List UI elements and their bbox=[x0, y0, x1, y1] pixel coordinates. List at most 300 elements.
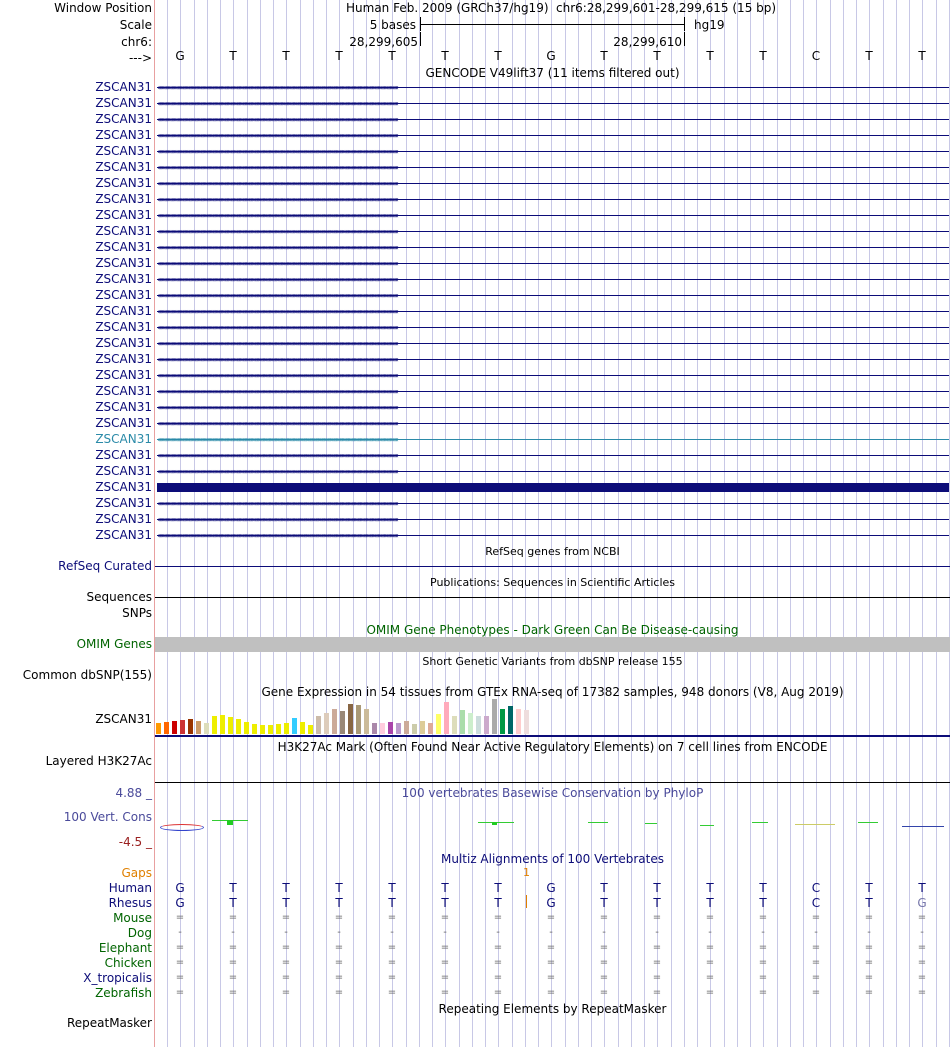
alignment-base: T bbox=[706, 896, 714, 910]
alignment-base: = bbox=[758, 942, 768, 953]
multiz-species-label[interactable]: Chicken bbox=[104, 956, 152, 970]
alignment-base: = bbox=[387, 987, 397, 998]
gene-model[interactable] bbox=[157, 180, 949, 186]
alignment-base: = bbox=[440, 942, 450, 953]
omim-track-label[interactable]: OMIM Genes bbox=[76, 637, 152, 651]
gene-label[interactable]: ZSCAN31 bbox=[95, 512, 152, 526]
gene-model[interactable] bbox=[157, 516, 949, 522]
alignment-base: - bbox=[284, 927, 288, 938]
gene-label[interactable]: ZSCAN31 bbox=[95, 496, 152, 510]
gtex-tissue-bar[interactable] bbox=[180, 720, 185, 734]
alignment-base: = bbox=[175, 972, 185, 983]
alignment-base: T bbox=[865, 896, 873, 910]
gridline bbox=[565, 0, 566, 1047]
gtex-tissue-bar[interactable] bbox=[252, 724, 257, 734]
alignment-base: = bbox=[228, 942, 238, 953]
phylop-value[interactable] bbox=[902, 826, 944, 827]
gtex-tissue-bar[interactable] bbox=[428, 723, 433, 734]
gridline bbox=[936, 0, 937, 1047]
alignment-base: = bbox=[175, 957, 185, 968]
gtex-tissue-bar[interactable] bbox=[460, 710, 465, 734]
gene-model[interactable] bbox=[157, 372, 949, 378]
alignment-base: T bbox=[229, 896, 237, 910]
phylop-value[interactable] bbox=[645, 823, 657, 824]
gene-model[interactable] bbox=[157, 116, 949, 122]
strand-arrows: ‹‹‹‹‹‹‹‹‹‹‹‹‹‹‹‹‹‹‹‹‹‹‹‹‹‹‹‹‹‹‹‹‹‹‹‹‹‹‹‹‹‹‹‹‹‹‹‹‹‹‹‹‹‹‹‹‹‹‹‹‹‹‹‹‹‹‹‹‹‹‹‹‹‹‹‹‹‹‹‹‹‹‹‹‹‹‹‹‹‹‹‹‹‹‹‹‹‹‹‹‹‹‹‹‹‹‹‹‹‹‹‹‹‹‹‹‹‹‹‹‹‹‹‹‹‹‹‹‹‹‹‹‹‹‹‹‹‹‹‹‹‹‹‹‹‹‹‹‹‹‹‹‹‹‹‹‹‹‹‹‹‹‹‹‹‹‹‹‹‹‹‹‹‹‹‹‹‹‹‹‹‹‹‹‹‹‹‹‹‹‹‹‹‹‹‹‹‹‹‹ bbox=[157, 100, 397, 107]
alignment-base: C bbox=[811, 881, 821, 895]
alignment-base: = bbox=[228, 957, 238, 968]
gtex-tissue-bar[interactable] bbox=[516, 709, 521, 734]
multiz-species-label[interactable]: Mouse bbox=[113, 911, 152, 925]
alignment-base: = bbox=[917, 957, 927, 968]
alignment-base: = bbox=[387, 972, 397, 983]
gridline bbox=[366, 0, 367, 1047]
gene-model[interactable] bbox=[157, 196, 949, 202]
gtex-tissue-bar[interactable] bbox=[292, 718, 297, 734]
alignment-base: = bbox=[281, 942, 291, 953]
alignment-base: C bbox=[811, 896, 821, 910]
gene-model[interactable] bbox=[157, 260, 949, 266]
alignment-base: = bbox=[864, 972, 874, 983]
gridline bbox=[909, 0, 910, 1047]
alignment-base: = bbox=[493, 912, 503, 923]
phylop-value[interactable] bbox=[858, 822, 878, 823]
gtex-tissue-bar[interactable] bbox=[188, 719, 193, 734]
repeatmasker-track-label[interactable]: RepeatMasker bbox=[66, 1016, 152, 1030]
gridline bbox=[220, 0, 221, 1047]
gridline bbox=[459, 0, 460, 1047]
gene-model[interactable] bbox=[157, 100, 949, 106]
alignment-base: T bbox=[494, 881, 502, 895]
alignment-base: = bbox=[652, 942, 662, 953]
alignment-base: - bbox=[443, 927, 447, 938]
gtex-tissue-bar[interactable] bbox=[172, 721, 177, 734]
gridline bbox=[631, 0, 632, 1047]
alignment-base: = bbox=[228, 912, 238, 923]
gene-label[interactable]: ZSCAN31 bbox=[95, 224, 152, 238]
gene-label[interactable]: ZSCAN31 bbox=[95, 480, 152, 494]
gtex-tissue-bar[interactable] bbox=[420, 721, 425, 734]
alignment-base: T bbox=[441, 896, 449, 910]
gene-label[interactable]: ZSCAN31 bbox=[95, 432, 152, 446]
base-letter: T bbox=[494, 49, 502, 63]
gridline bbox=[724, 0, 725, 1047]
gtex-tissue-bar[interactable] bbox=[444, 702, 449, 734]
gtex-tissue-bar[interactable] bbox=[452, 716, 457, 734]
gene-label[interactable]: ZSCAN31 bbox=[95, 352, 152, 366]
gene-label[interactable]: ZSCAN31 bbox=[95, 464, 152, 478]
gtex-tissue-bar[interactable] bbox=[396, 723, 401, 734]
alignment-base: - bbox=[814, 927, 818, 938]
gene-model[interactable] bbox=[157, 164, 949, 170]
base-letter: T bbox=[865, 49, 873, 63]
gtex-tissue-bar[interactable] bbox=[212, 716, 217, 734]
dbsnp-track-label[interactable]: Common dbSNP(155) bbox=[22, 668, 152, 682]
base-letter: T bbox=[229, 49, 237, 63]
strand-arrows: ‹‹‹‹‹‹‹‹‹‹‹‹‹‹‹‹‹‹‹‹‹‹‹‹‹‹‹‹‹‹‹‹‹‹‹‹‹‹‹‹‹‹‹‹‹‹‹‹‹‹‹‹‹‹‹‹‹‹‹‹‹‹‹‹‹‹‹‹‹‹‹‹‹‹‹‹‹‹‹‹‹‹‹‹‹‹‹‹‹‹‹‹‹‹‹‹‹‹‹‹‹‹‹‹‹‹‹‹‹‹‹‹‹‹‹‹‹‹‹‹‹‹‹‹‹‹‹‹‹‹‹‹‹‹‹‹‹‹‹‹‹‹‹‹‹‹‹‹‹‹‹‹‹‹‹‹‹‹‹‹‹‹‹‹‹‹‹‹‹‹‹‹‹‹‹‹‹‹‹‹‹‹‹‹‹‹‹‹‹‹‹‹‹‹‹‹‹‹‹‹ bbox=[157, 196, 397, 203]
alignment-base: - bbox=[761, 927, 765, 938]
gene-label[interactable]: ZSCAN31 bbox=[95, 320, 152, 334]
gtex-tissue-bar[interactable] bbox=[284, 723, 289, 734]
gtex-tissue-bar[interactable] bbox=[484, 716, 489, 734]
alignment-base: = bbox=[334, 912, 344, 923]
alignment-base: = bbox=[864, 912, 874, 923]
gridline bbox=[379, 0, 380, 1047]
alignment-base: = bbox=[864, 957, 874, 968]
gridline bbox=[843, 0, 844, 1047]
gene-label[interactable]: ZSCAN31 bbox=[95, 112, 152, 126]
phylop-value[interactable] bbox=[752, 822, 768, 823]
alignment-base: T bbox=[494, 896, 502, 910]
gtex-tissue-bar[interactable] bbox=[340, 711, 345, 734]
alignment-base: G bbox=[175, 881, 185, 895]
gene-label[interactable]: ZSCAN31 bbox=[95, 96, 152, 110]
gtex-tissue-bar[interactable] bbox=[332, 709, 337, 734]
base-letter: T bbox=[759, 49, 767, 63]
alignment-base: = bbox=[599, 942, 609, 953]
alignment-base: = bbox=[599, 972, 609, 983]
phylop-track-title: 100 vertebrates Basewise Conservation by PhyloP bbox=[401, 786, 704, 800]
chrom-label: chr6: bbox=[121, 35, 152, 49]
gene-label[interactable]: ZSCAN31 bbox=[95, 208, 152, 222]
gridline bbox=[737, 0, 738, 1047]
multiz-track-title: Multiz Alignments of 100 Vertebrates bbox=[440, 852, 665, 866]
gene-label[interactable]: ZSCAN31 bbox=[95, 240, 152, 254]
gtex-tissue-bar[interactable] bbox=[364, 709, 369, 734]
alignment-base: = bbox=[811, 942, 821, 953]
multiz-species-label[interactable]: Rhesus bbox=[108, 896, 152, 910]
coord-tick-right bbox=[684, 32, 685, 46]
gene-label[interactable]: ZSCAN31 bbox=[95, 128, 152, 142]
gtex-tissue-bar[interactable] bbox=[388, 722, 393, 734]
gene-model[interactable] bbox=[157, 468, 949, 474]
multiz-species-label[interactable]: X_tropicalis bbox=[83, 971, 152, 985]
alignment-base: = bbox=[281, 912, 291, 923]
alignment-base: T bbox=[706, 881, 714, 895]
alignment-base: = bbox=[387, 942, 397, 953]
gridline bbox=[247, 0, 248, 1047]
scale-text: 5 bases bbox=[369, 18, 416, 32]
alignment-base: T bbox=[335, 896, 343, 910]
coord-right: 28,299,610 bbox=[613, 35, 682, 49]
alignment-base: T bbox=[600, 881, 608, 895]
gencode-track-title: GENCODE V49lift37 (11 items filtered out) bbox=[425, 66, 680, 80]
multiz-species-label[interactable]: Dog bbox=[127, 926, 152, 940]
gene-model[interactable] bbox=[157, 228, 949, 234]
alignment-base: = bbox=[281, 987, 291, 998]
gridline bbox=[830, 0, 831, 1047]
alignment-base: T bbox=[653, 881, 661, 895]
gene-model[interactable] bbox=[157, 244, 949, 250]
alignment-base: = bbox=[917, 987, 927, 998]
gene-label[interactable]: ZSCAN31 bbox=[95, 144, 152, 158]
gene-label[interactable]: ZSCAN31 bbox=[95, 288, 152, 302]
gtex-tissue-bar[interactable] bbox=[404, 721, 409, 734]
gtex-tissue-bar[interactable] bbox=[220, 715, 225, 734]
gene-model[interactable] bbox=[157, 532, 949, 538]
gene-label[interactable]: ZSCAN31 bbox=[95, 528, 152, 542]
gtex-tissue-bar[interactable] bbox=[468, 713, 473, 734]
gene-label[interactable]: ZSCAN31 bbox=[95, 192, 152, 206]
alignment-base: T bbox=[388, 896, 396, 910]
alignment-base: T bbox=[759, 896, 767, 910]
alignment-base: - bbox=[390, 927, 394, 938]
gridline bbox=[353, 0, 354, 1047]
scale-bar-tick-left bbox=[420, 17, 421, 31]
gtex-tissue-bar[interactable] bbox=[372, 723, 377, 734]
alignment-base: = bbox=[811, 957, 821, 968]
strand-arrows: ‹‹‹‹‹‹‹‹‹‹‹‹‹‹‹‹‹‹‹‹‹‹‹‹‹‹‹‹‹‹‹‹‹‹‹‹‹‹‹‹‹‹‹‹‹‹‹‹‹‹‹‹‹‹‹‹‹‹‹‹‹‹‹‹‹‹‹‹‹‹‹‹‹‹‹‹‹‹‹‹‹‹‹‹‹‹‹‹‹‹‹‹‹‹‹‹‹‹‹‹‹‹‹‹‹‹‹‹‹‹‹‹‹‹‹‹‹‹‹‹‹‹‹‹‹‹‹‹‹‹‹‹‹‹‹‹‹‹‹‹‹‹‹‹‹‹‹‹‹‹‹‹‹‹‹‹‹‹‹‹‹‹‹‹‹‹‹‹‹‹‹‹‹‹‹‹‹‹‹‹‹‹‹‹‹‹‹‹‹‹‹‹‹‹‹‹‹‹‹‹ bbox=[157, 308, 397, 315]
strand-arrows: ‹‹‹‹‹‹‹‹‹‹‹‹‹‹‹‹‹‹‹‹‹‹‹‹‹‹‹‹‹‹‹‹‹‹‹‹‹‹‹‹‹‹‹‹‹‹‹‹‹‹‹‹‹‹‹‹‹‹‹‹‹‹‹‹‹‹‹‹‹‹‹‹‹‹‹‹‹‹‹‹‹‹‹‹‹‹‹‹‹‹‹‹‹‹‹‹‹‹‹‹‹‹‹‹‹‹‹‹‹‹‹‹‹‹‹‹‹‹‹‹‹‹‹‹‹‹‹‹‹‹‹‹‹‹‹‹‹‹‹‹‹‹‹‹‹‹‹‹‹‹‹‹‹‹‹‹‹‹‹‹‹‹‹‹‹‹‹‹‹‹‹‹‹‹‹‹‹‹‹‹‹‹‹‹‹‹‹‹‹‹‹‹‹‹‹‹‹‹‹‹ bbox=[157, 516, 397, 523]
alignment-base: = bbox=[811, 987, 821, 998]
gene-label[interactable]: ZSCAN31 bbox=[95, 400, 152, 414]
alignment-base: = bbox=[493, 942, 503, 953]
strand-arrows: ‹‹‹‹‹‹‹‹‹‹‹‹‹‹‹‹‹‹‹‹‹‹‹‹‹‹‹‹‹‹‹‹‹‹‹‹‹‹‹‹‹‹‹‹‹‹‹‹‹‹‹‹‹‹‹‹‹‹‹‹‹‹‹‹‹‹‹‹‹‹‹‹‹‹‹‹‹‹‹‹‹‹‹‹‹‹‹‹‹‹‹‹‹‹‹‹‹‹‹‹‹‹‹‹‹‹‹‹‹‹‹‹‹‹‹‹‹‹‹‹‹‹‹‹‹‹‹‹‹‹‹‹‹‹‹‹‹‹‹‹‹‹‹‹‹‹‹‹‹‹‹‹‹‹‹‹‹‹‹‹‹‹‹‹‹‹‹‹‹‹‹‹‹‹‹‹‹‹‹‹‹‹‹‹‹‹‹‹‹‹‹‹‹‹‹‹‹‹‹‹ bbox=[157, 276, 397, 283]
alignment-base: = bbox=[493, 972, 503, 983]
base-letter: G bbox=[175, 49, 185, 63]
pubs-track-title: Publications: Sequences in Scientific Articles bbox=[430, 576, 675, 589]
alignment-base: = bbox=[758, 912, 768, 923]
gtex-tissue-bar[interactable] bbox=[268, 725, 273, 734]
pubs-snps-label[interactable]: SNPs bbox=[122, 606, 152, 620]
base-letter: T bbox=[388, 49, 396, 63]
gtex-tissue-bar[interactable] bbox=[508, 706, 513, 734]
phylop-peak[interactable] bbox=[492, 822, 497, 825]
gtex-tissue-bar[interactable] bbox=[356, 705, 361, 734]
gtex-track-label[interactable]: ZSCAN31 bbox=[95, 712, 152, 726]
gene-model[interactable] bbox=[157, 452, 949, 458]
omim-feature-bar[interactable] bbox=[155, 637, 950, 652]
multiz-gaps-label[interactable]: Gaps bbox=[121, 866, 152, 880]
gene-model[interactable] bbox=[157, 500, 949, 506]
gene-model[interactable] bbox=[157, 276, 949, 282]
gene-label[interactable]: ZSCAN31 bbox=[95, 336, 152, 350]
gtex-tissue-bar[interactable] bbox=[300, 722, 305, 734]
gridline bbox=[777, 0, 778, 1047]
phylop-track-label[interactable]: 100 Vert. Cons bbox=[63, 810, 152, 824]
strand-arrows: ‹‹‹‹‹‹‹‹‹‹‹‹‹‹‹‹‹‹‹‹‹‹‹‹‹‹‹‹‹‹‹‹‹‹‹‹‹‹‹‹‹‹‹‹‹‹‹‹‹‹‹‹‹‹‹‹‹‹‹‹‹‹‹‹‹‹‹‹‹‹‹‹‹‹‹‹‹‹‹‹‹‹‹‹‹‹‹‹‹‹‹‹‹‹‹‹‹‹‹‹‹‹‹‹‹‹‹‹‹‹‹‹‹‹‹‹‹‹‹‹‹‹‹‹‹‹‹‹‹‹‹‹‹‹‹‹‹‹‹‹‹‹‹‹‹‹‹‹‹‹‹‹‹‹‹‹‹‹‹‹‹‹‹‹‹‹‹‹‹‹‹‹‹‹‹‹‹‹‹‹‹‹‹‹‹‹‹‹‹‹‹‹‹‹‹‹‹‹‹‹ bbox=[157, 84, 397, 91]
gtex-tissue-bar[interactable] bbox=[524, 710, 529, 734]
gene-label[interactable]: ZSCAN31 bbox=[95, 160, 152, 174]
gridline bbox=[194, 0, 195, 1047]
alignment-base: = bbox=[175, 987, 185, 998]
gridline bbox=[273, 0, 274, 1047]
gtex-tissue-bar[interactable] bbox=[260, 725, 265, 734]
gene-label[interactable]: ZSCAN31 bbox=[95, 384, 152, 398]
gene-label[interactable]: ZSCAN31 bbox=[95, 176, 152, 190]
phylop-value[interactable] bbox=[588, 822, 608, 823]
gtex-tissue-bar[interactable] bbox=[500, 709, 505, 734]
alignment-base: T bbox=[229, 881, 237, 895]
gridline bbox=[803, 0, 804, 1047]
gridline bbox=[260, 0, 261, 1047]
base-letter: T bbox=[706, 49, 714, 63]
h3k27ac-track-title: H3K27Ac Mark (Often Found Near Active Regulatory Elements) on 7 cell lines from ENCODE bbox=[277, 740, 828, 754]
position-readout: chr6:28,299,601-28,299,615 (15 bp) bbox=[556, 1, 777, 15]
gtex-tissue-bar[interactable] bbox=[164, 722, 169, 734]
strand-arrows: ‹‹‹‹‹‹‹‹‹‹‹‹‹‹‹‹‹‹‹‹‹‹‹‹‹‹‹‹‹‹‹‹‹‹‹‹‹‹‹‹‹‹‹‹‹‹‹‹‹‹‹‹‹‹‹‹‹‹‹‹‹‹‹‹‹‹‹‹‹‹‹‹‹‹‹‹‹‹‹‹‹‹‹‹‹‹‹‹‹‹‹‹‹‹‹‹‹‹‹‹‹‹‹‹‹‹‹‹‹‹‹‹‹‹‹‹‹‹‹‹‹‹‹‹‹‹‹‹‹‹‹‹‹‹‹‹‹‹‹‹‹‹‹‹‹‹‹‹‹‹‹‹‹‹‹‹‹‹‹‹‹‹‹‹‹‹‹‹‹‹‹‹‹‹‹‹‹‹‹‹‹‹‹‹‹‹‹‹‹‹‹‹‹‹‹‹‹‹‹‹ bbox=[157, 340, 397, 347]
alignment-base: = bbox=[493, 957, 503, 968]
strand-arrows: ‹‹‹‹‹‹‹‹‹‹‹‹‹‹‹‹‹‹‹‹‹‹‹‹‹‹‹‹‹‹‹‹‹‹‹‹‹‹‹‹‹‹‹‹‹‹‹‹‹‹‹‹‹‹‹‹‹‹‹‹‹‹‹‹‹‹‹‹‹‹‹‹‹‹‹‹‹‹‹‹‹‹‹‹‹‹‹‹‹‹‹‹‹‹‹‹‹‹‹‹‹‹‹‹‹‹‹‹‹‹‹‹‹‹‹‹‹‹‹‹‹‹‹‹‹‹‹‹‹‹‹‹‹‹‹‹‹‹‹‹‹‹‹‹‹‹‹‹‹‹‹‹‹‹‹‹‹‹‹‹‹‹‹‹‹‹‹‹‹‹‹‹‹‹‹‹‹‹‹‹‹‹‹‹‹‹‹‹‹‹‹‹‹‹‹‹‹‹‹‹ bbox=[157, 404, 397, 411]
alignment-base: - bbox=[337, 927, 341, 938]
gridline bbox=[313, 0, 314, 1047]
gene-label[interactable]: ZSCAN31 bbox=[95, 416, 152, 430]
alignment-base: - bbox=[549, 927, 553, 938]
gene-model[interactable] bbox=[157, 308, 949, 314]
gene-label[interactable]: ZSCAN31 bbox=[95, 272, 152, 286]
multiz-species-label[interactable]: Zebrafish bbox=[95, 986, 152, 1000]
alignment-base: = bbox=[440, 957, 450, 968]
alignment-base: T bbox=[865, 881, 873, 895]
dbsnp-track-title: Short Genetic Variants from dbSNP release 155 bbox=[422, 655, 683, 668]
alignment-base: = bbox=[440, 987, 450, 998]
alignment-base: T bbox=[388, 881, 396, 895]
strand-arrows: ‹‹‹‹‹‹‹‹‹‹‹‹‹‹‹‹‹‹‹‹‹‹‹‹‹‹‹‹‹‹‹‹‹‹‹‹‹‹‹‹‹‹‹‹‹‹‹‹‹‹‹‹‹‹‹‹‹‹‹‹‹‹‹‹‹‹‹‹‹‹‹‹‹‹‹‹‹‹‹‹‹‹‹‹‹‹‹‹‹‹‹‹‹‹‹‹‹‹‹‹‹‹‹‹‹‹‹‹‹‹‹‹‹‹‹‹‹‹‹‹‹‹‹‹‹‹‹‹‹‹‹‹‹‹‹‹‹‹‹‹‹‹‹‹‹‹‹‹‹‹‹‹‹‹‹‹‹‹‹‹‹‹‹‹‹‹‹‹‹‹‹‹‹‹‹‹‹‹‹‹‹‹‹‹‹‹‹‹‹‹‹‹‹‹‹‹‹‹‹‹ bbox=[157, 132, 397, 139]
gridline bbox=[472, 0, 473, 1047]
alignment-base: = bbox=[387, 957, 397, 968]
scale-bar-tick-right bbox=[684, 17, 685, 31]
multiz-insertion-mark bbox=[526, 895, 527, 908]
gtex-track-title: Gene Expression in 54 tissues from GTEx RNA-seq of 17382 samples, 948 donors (V8, Aug 2019) bbox=[261, 685, 844, 699]
alignment-base: = bbox=[758, 987, 768, 998]
gtex-gene-line bbox=[155, 735, 950, 737]
coord-left: 28,299,605 bbox=[349, 35, 418, 49]
gene-model[interactable] bbox=[157, 388, 949, 394]
scale-bar bbox=[420, 24, 684, 25]
gene-label[interactable]: ZSCAN31 bbox=[95, 80, 152, 94]
phylop-min-label: -4.5 _ bbox=[118, 835, 152, 849]
gtex-tissue-bar[interactable] bbox=[236, 719, 241, 734]
phylop-outlier[interactable] bbox=[160, 824, 204, 831]
gene-model[interactable] bbox=[157, 84, 949, 90]
gridline bbox=[684, 0, 685, 1047]
gene-model[interactable] bbox=[157, 132, 949, 138]
gene-label[interactable]: ZSCAN31 bbox=[95, 448, 152, 462]
strand-arrows: ‹‹‹‹‹‹‹‹‹‹‹‹‹‹‹‹‹‹‹‹‹‹‹‹‹‹‹‹‹‹‹‹‹‹‹‹‹‹‹‹‹‹‹‹‹‹‹‹‹‹‹‹‹‹‹‹‹‹‹‹‹‹‹‹‹‹‹‹‹‹‹‹‹‹‹‹‹‹‹‹‹‹‹‹‹‹‹‹‹‹‹‹‹‹‹‹‹‹‹‹‹‹‹‹‹‹‹‹‹‹‹‹‹‹‹‹‹‹‹‹‹‹‹‹‹‹‹‹‹‹‹‹‹‹‹‹‹‹‹‹‹‹‹‹‹‹‹‹‹‹‹‹‹‹‹‹‹‹‹‹‹‹‹‹‹‹‹‹‹‹‹‹‹‹‹‹‹‹‹‹‹‹‹‹‹‹‹‹‹‹‹‹‹‹‹‹‹‹‹‹ bbox=[157, 148, 397, 155]
alignment-base: T bbox=[759, 881, 767, 895]
alignment-base: = bbox=[811, 972, 821, 983]
alignment-base: = bbox=[652, 912, 662, 923]
gene-model[interactable] bbox=[157, 148, 949, 154]
gene-exon-block[interactable] bbox=[157, 483, 949, 492]
gene-model[interactable] bbox=[157, 404, 949, 410]
multiz-species-label[interactable]: Elephant bbox=[98, 941, 152, 955]
gridline bbox=[300, 0, 301, 1047]
alignment-base: G bbox=[175, 896, 185, 910]
phylop-value[interactable] bbox=[700, 825, 714, 826]
alignment-base: - bbox=[655, 927, 659, 938]
base-letter: G bbox=[546, 49, 556, 63]
gene-model[interactable] bbox=[157, 356, 949, 362]
phylop-peak[interactable] bbox=[227, 820, 233, 825]
phylop-value[interactable] bbox=[795, 824, 835, 825]
gene-model[interactable] bbox=[157, 292, 949, 298]
gene-model[interactable] bbox=[157, 340, 949, 346]
gtex-tissue-bar[interactable] bbox=[436, 714, 441, 734]
alignment-base: = bbox=[917, 942, 927, 953]
pubs-sequences-line[interactable] bbox=[155, 597, 950, 598]
gtex-tissue-bar[interactable] bbox=[380, 723, 385, 734]
strand-arrows: ‹‹‹‹‹‹‹‹‹‹‹‹‹‹‹‹‹‹‹‹‹‹‹‹‹‹‹‹‹‹‹‹‹‹‹‹‹‹‹‹‹‹‹‹‹‹‹‹‹‹‹‹‹‹‹‹‹‹‹‹‹‹‹‹‹‹‹‹‹‹‹‹‹‹‹‹‹‹‹‹‹‹‹‹‹‹‹‹‹‹‹‹‹‹‹‹‹‹‹‹‹‹‹‹‹‹‹‹‹‹‹‹‹‹‹‹‹‹‹‹‹‹‹‹‹‹‹‹‹‹‹‹‹‹‹‹‹‹‹‹‹‹‹‹‹‹‹‹‹‹‹‹‹‹‹‹‹‹‹‹‹‹‹‹‹‹‹‹‹‹‹‹‹‹‹‹‹‹‹‹‹‹‹‹‹‹‹‹‹‹‹‹‹‹‹‹‹‹‹‹ bbox=[157, 452, 397, 459]
strand-arrows: ‹‹‹‹‹‹‹‹‹‹‹‹‹‹‹‹‹‹‹‹‹‹‹‹‹‹‹‹‹‹‹‹‹‹‹‹‹‹‹‹‹‹‹‹‹‹‹‹‹‹‹‹‹‹‹‹‹‹‹‹‹‹‹‹‹‹‹‹‹‹‹‹‹‹‹‹‹‹‹‹‹‹‹‹‹‹‹‹‹‹‹‹‹‹‹‹‹‹‹‹‹‹‹‹‹‹‹‹‹‹‹‹‹‹‹‹‹‹‹‹‹‹‹‹‹‹‹‹‹‹‹‹‹‹‹‹‹‹‹‹‹‹‹‹‹‹‹‹‹‹‹‹‹‹‹‹‹‹‹‹‹‹‹‹‹‹‹‹‹‹‹‹‹‹‹‹‹‹‹‹‹‹‹‹‹‹‹‹‹‹‹‹‹‹‹‹‹‹‹‹ bbox=[157, 180, 397, 187]
gtex-tissue-bar[interactable] bbox=[204, 723, 209, 734]
alignment-base: = bbox=[705, 972, 715, 983]
strand-arrows: ‹‹‹‹‹‹‹‹‹‹‹‹‹‹‹‹‹‹‹‹‹‹‹‹‹‹‹‹‹‹‹‹‹‹‹‹‹‹‹‹‹‹‹‹‹‹‹‹‹‹‹‹‹‹‹‹‹‹‹‹‹‹‹‹‹‹‹‹‹‹‹‹‹‹‹‹‹‹‹‹‹‹‹‹‹‹‹‹‹‹‹‹‹‹‹‹‹‹‹‹‹‹‹‹‹‹‹‹‹‹‹‹‹‹‹‹‹‹‹‹‹‹‹‹‹‹‹‹‹‹‹‹‹‹‹‹‹‹‹‹‹‹‹‹‹‹‹‹‹‹‹‹‹‹‹‹‹‹‹‹‹‹‹‹‹‹‹‹‹‹‹‹‹‹‹‹‹‹‹‹‹‹‹‹‹‹‹‹‹‹‹‹‹‹‹‹‹‹‹‹ bbox=[157, 436, 397, 443]
gene-model[interactable] bbox=[157, 212, 949, 218]
refseq-gene-line[interactable] bbox=[155, 566, 950, 567]
gtex-tissue-bar[interactable] bbox=[492, 699, 497, 734]
h3k27ac-track-label[interactable]: Layered H3K27Ac bbox=[45, 754, 152, 768]
gridline bbox=[750, 0, 751, 1047]
strand-arrows: ‹‹‹‹‹‹‹‹‹‹‹‹‹‹‹‹‹‹‹‹‹‹‹‹‹‹‹‹‹‹‹‹‹‹‹‹‹‹‹‹‹‹‹‹‹‹‹‹‹‹‹‹‹‹‹‹‹‹‹‹‹‹‹‹‹‹‹‹‹‹‹‹‹‹‹‹‹‹‹‹‹‹‹‹‹‹‹‹‹‹‹‹‹‹‹‹‹‹‹‹‹‹‹‹‹‹‹‹‹‹‹‹‹‹‹‹‹‹‹‹‹‹‹‹‹‹‹‹‹‹‹‹‹‹‹‹‹‹‹‹‹‹‹‹‹‹‹‹‹‹‹‹‹‹‹‹‹‹‹‹‹‹‹‹‹‹‹‹‹‹‹‹‹‹‹‹‹‹‹‹‹‹‹‹‹‹‹‹‹‹‹‹‹‹‹‹‹‹‹‹ bbox=[157, 532, 397, 539]
gene-model[interactable] bbox=[157, 436, 949, 442]
gtex-tissue-bar[interactable] bbox=[228, 717, 233, 734]
alignment-base: = bbox=[175, 912, 185, 923]
alignment-base: T bbox=[600, 896, 608, 910]
gtex-tissue-bar[interactable] bbox=[316, 716, 321, 734]
gtex-tissue-bar[interactable] bbox=[412, 724, 417, 734]
coord-tick-left bbox=[420, 32, 421, 46]
strand-arrows: ‹‹‹‹‹‹‹‹‹‹‹‹‹‹‹‹‹‹‹‹‹‹‹‹‹‹‹‹‹‹‹‹‹‹‹‹‹‹‹‹‹‹‹‹‹‹‹‹‹‹‹‹‹‹‹‹‹‹‹‹‹‹‹‹‹‹‹‹‹‹‹‹‹‹‹‹‹‹‹‹‹‹‹‹‹‹‹‹‹‹‹‹‹‹‹‹‹‹‹‹‹‹‹‹‹‹‹‹‹‹‹‹‹‹‹‹‹‹‹‹‹‹‹‹‹‹‹‹‹‹‹‹‹‹‹‹‹‹‹‹‹‹‹‹‹‹‹‹‹‹‹‹‹‹‹‹‹‹‹‹‹‹‹‹‹‹‹‹‹‹‹‹‹‹‹‹‹‹‹‹‹‹‹‹‹‹‹‹‹‹‹‹‹‹‹‹‹‹‹‹ bbox=[157, 420, 397, 427]
pubs-sequences-label[interactable]: Sequences bbox=[86, 590, 152, 604]
gtex-tissue-bar[interactable] bbox=[276, 724, 281, 734]
refseq-track-label[interactable]: RefSeq Curated bbox=[58, 559, 152, 573]
alignment-base: = bbox=[546, 957, 556, 968]
alignment-base: = bbox=[228, 972, 238, 983]
alignment-base: T bbox=[653, 896, 661, 910]
alignment-base: = bbox=[599, 987, 609, 998]
gtex-tissue-bar[interactable] bbox=[476, 716, 481, 734]
strand-label: ---> bbox=[128, 51, 152, 65]
multiz-species-label[interactable]: Human bbox=[108, 881, 152, 895]
alignment-base: = bbox=[652, 957, 662, 968]
alignment-base: = bbox=[599, 957, 609, 968]
gene-model[interactable] bbox=[157, 420, 949, 426]
gene-label[interactable]: ZSCAN31 bbox=[95, 368, 152, 382]
gtex-tissue-bar[interactable] bbox=[308, 725, 313, 734]
alignment-base: = bbox=[864, 942, 874, 953]
alignment-base: - bbox=[178, 927, 182, 938]
alignment-base: = bbox=[811, 912, 821, 923]
repeatmasker-track-title: Repeating Elements by RepeatMasker bbox=[438, 1002, 667, 1016]
gtex-tissue-bar[interactable] bbox=[348, 704, 353, 734]
gene-model[interactable] bbox=[157, 324, 949, 330]
gtex-tissue-bar[interactable] bbox=[324, 713, 329, 734]
alignment-base: = bbox=[281, 972, 291, 983]
alignment-base: - bbox=[920, 927, 924, 938]
alignment-base: - bbox=[602, 927, 606, 938]
alignment-base: - bbox=[708, 927, 712, 938]
gridline bbox=[207, 0, 208, 1047]
gtex-tissue-bar[interactable] bbox=[244, 722, 249, 734]
strand-arrows: ‹‹‹‹‹‹‹‹‹‹‹‹‹‹‹‹‹‹‹‹‹‹‹‹‹‹‹‹‹‹‹‹‹‹‹‹‹‹‹‹‹‹‹‹‹‹‹‹‹‹‹‹‹‹‹‹‹‹‹‹‹‹‹‹‹‹‹‹‹‹‹‹‹‹‹‹‹‹‹‹‹‹‹‹‹‹‹‹‹‹‹‹‹‹‹‹‹‹‹‹‹‹‹‹‹‹‹‹‹‹‹‹‹‹‹‹‹‹‹‹‹‹‹‹‹‹‹‹‹‹‹‹‹‹‹‹‹‹‹‹‹‹‹‹‹‹‹‹‹‹‹‹‹‹‹‹‹‹‹‹‹‹‹‹‹‹‹‹‹‹‹‹‹‹‹‹‹‹‹‹‹‹‹‹‹‹‹‹‹‹‹‹‹‹‹‹‹‹‹‹ bbox=[157, 356, 397, 363]
gene-label[interactable]: ZSCAN31 bbox=[95, 304, 152, 318]
base-letter: T bbox=[918, 49, 926, 63]
gridline bbox=[485, 0, 486, 1047]
gtex-tissue-bar[interactable] bbox=[196, 721, 201, 734]
alignment-base: T bbox=[441, 881, 449, 895]
gtex-bar-chart[interactable] bbox=[156, 699, 536, 734]
alignment-base: = bbox=[652, 972, 662, 983]
base-letter: T bbox=[441, 49, 449, 63]
gene-label[interactable]: ZSCAN31 bbox=[95, 256, 152, 270]
alignment-base: = bbox=[334, 942, 344, 953]
alignment-base: = bbox=[705, 942, 715, 953]
strand-arrows: ‹‹‹‹‹‹‹‹‹‹‹‹‹‹‹‹‹‹‹‹‹‹‹‹‹‹‹‹‹‹‹‹‹‹‹‹‹‹‹‹‹‹‹‹‹‹‹‹‹‹‹‹‹‹‹‹‹‹‹‹‹‹‹‹‹‹‹‹‹‹‹‹‹‹‹‹‹‹‹‹‹‹‹‹‹‹‹‹‹‹‹‹‹‹‹‹‹‹‹‹‹‹‹‹‹‹‹‹‹‹‹‹‹‹‹‹‹‹‹‹‹‹‹‹‹‹‹‹‹‹‹‹‹‹‹‹‹‹‹‹‹‹‹‹‹‹‹‹‹‹‹‹‹‹‹‹‹‹‹‹‹‹‹‹‹‹‹‹‹‹‹‹‹‹‹‹‹‹‹‹‹‹‹‹‹‹‹‹‹‹‹‹‹‹‹‹‹‹‹‹ bbox=[157, 260, 397, 267]
alignment-base: = bbox=[758, 972, 768, 983]
alignment-base: T bbox=[282, 896, 290, 910]
gtex-tissue-bar[interactable] bbox=[156, 723, 161, 734]
